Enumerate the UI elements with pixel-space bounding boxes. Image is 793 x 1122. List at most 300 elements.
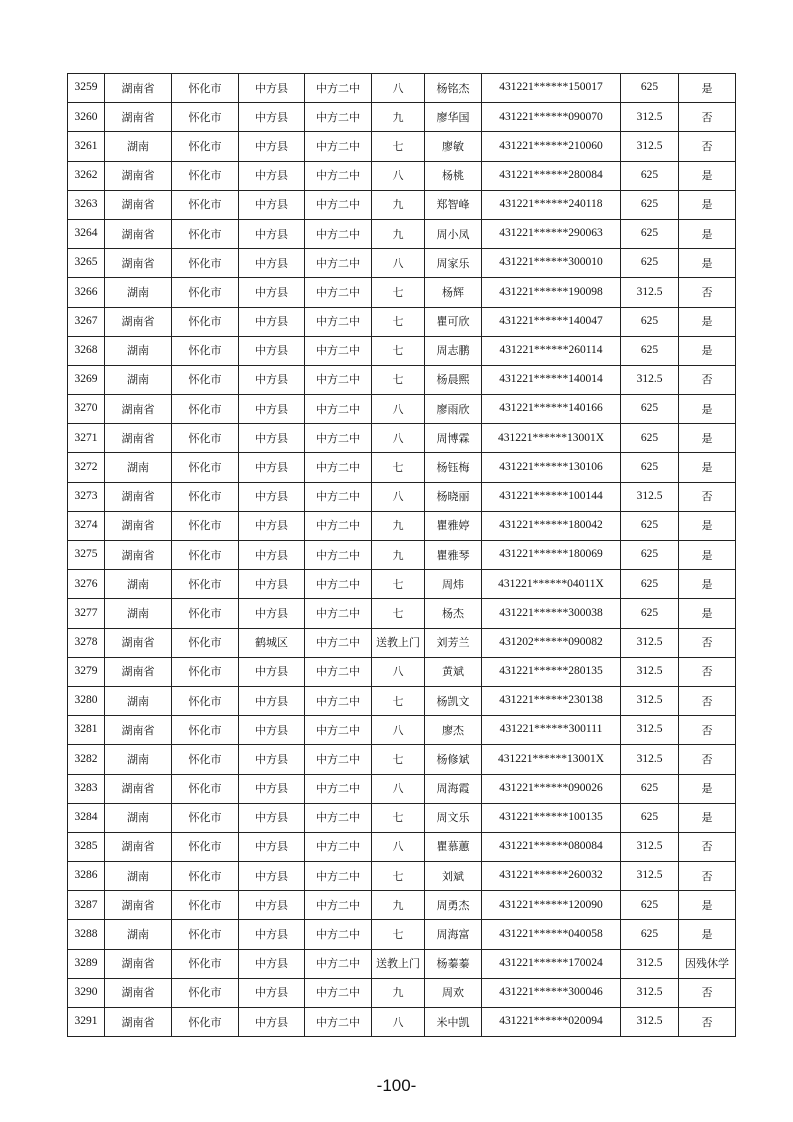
row-number-cell: 3287 <box>68 891 105 920</box>
row-number-cell: 3269 <box>68 365 105 394</box>
province-cell: 湖南省 <box>105 541 172 570</box>
table-row <box>68 453 736 482</box>
city-cell: 怀化市 <box>172 132 239 161</box>
status-cell: 是 <box>679 74 736 103</box>
id-number-cell: 431221******080084 <box>482 832 621 861</box>
row-number-cell: 3280 <box>68 686 105 715</box>
id-number-cell: 431221******300111 <box>482 716 621 745</box>
grade-cell: 送教上门 <box>372 628 425 657</box>
table-row <box>68 219 736 248</box>
city-cell: 怀化市 <box>172 949 239 978</box>
amount-cell: 312.5 <box>621 482 679 511</box>
name-cell: 黄斌 <box>425 657 482 686</box>
row-number-cell: 3261 <box>68 132 105 161</box>
province-cell: 湖南省 <box>105 482 172 511</box>
status-cell: 否 <box>679 657 736 686</box>
row-number-cell: 3263 <box>68 190 105 219</box>
grade-cell: 九 <box>372 978 425 1007</box>
city-cell: 怀化市 <box>172 249 239 278</box>
amount-cell: 312.5 <box>621 278 679 307</box>
school-cell: 中方二中 <box>305 249 372 278</box>
row-number-cell: 3275 <box>68 541 105 570</box>
school-cell: 中方二中 <box>305 132 372 161</box>
status-cell: 是 <box>679 307 736 336</box>
city-cell: 怀化市 <box>172 774 239 803</box>
amount-cell: 312.5 <box>621 716 679 745</box>
city-cell: 怀化市 <box>172 891 239 920</box>
school-cell: 中方二中 <box>305 74 372 103</box>
id-number-cell: 431221******240118 <box>482 190 621 219</box>
school-cell: 中方二中 <box>305 541 372 570</box>
id-number-cell: 431221******130106 <box>482 453 621 482</box>
city-cell: 怀化市 <box>172 862 239 891</box>
status-cell: 是 <box>679 891 736 920</box>
grade-cell: 八 <box>372 249 425 278</box>
id-number-cell: 431221******190098 <box>482 278 621 307</box>
province-cell: 湖南 <box>105 862 172 891</box>
amount-cell: 625 <box>621 803 679 832</box>
row-number-cell: 3271 <box>68 424 105 453</box>
id-number-cell: 431221******120090 <box>482 891 621 920</box>
school-cell: 中方二中 <box>305 190 372 219</box>
table-row <box>68 891 736 920</box>
province-cell: 湖南 <box>105 745 172 774</box>
grade-cell: 八 <box>372 832 425 861</box>
id-number-cell: 431221******300038 <box>482 599 621 628</box>
amount-cell: 312.5 <box>621 103 679 132</box>
status-cell: 否 <box>679 862 736 891</box>
grade-cell: 九 <box>372 891 425 920</box>
table-row <box>68 132 736 161</box>
amount-cell: 312.5 <box>621 1008 679 1037</box>
amount-cell: 312.5 <box>621 745 679 774</box>
row-number-cell: 3267 <box>68 307 105 336</box>
name-cell: 杨晨熙 <box>425 365 482 394</box>
status-cell: 是 <box>679 453 736 482</box>
province-cell: 湖南 <box>105 336 172 365</box>
name-cell: 周家乐 <box>425 249 482 278</box>
amount-cell: 625 <box>621 249 679 278</box>
row-number-cell: 3288 <box>68 920 105 949</box>
city-cell: 怀化市 <box>172 453 239 482</box>
province-cell: 湖南 <box>105 599 172 628</box>
school-cell: 中方二中 <box>305 774 372 803</box>
city-cell: 怀化市 <box>172 190 239 219</box>
id-number-cell: 431221******090070 <box>482 103 621 132</box>
province-cell: 湖南 <box>105 686 172 715</box>
amount-cell: 312.5 <box>621 628 679 657</box>
table-row <box>68 978 736 1007</box>
province-cell: 湖南省 <box>105 1008 172 1037</box>
county-cell: 中方县 <box>239 74 305 103</box>
name-cell: 杨蓁蓁 <box>425 949 482 978</box>
page-number: -100- <box>376 1076 417 1095</box>
name-cell: 杨修斌 <box>425 745 482 774</box>
name-cell: 杨钰梅 <box>425 453 482 482</box>
name-cell: 瞿慕蕙 <box>425 832 482 861</box>
grade-cell: 七 <box>372 132 425 161</box>
status-cell: 是 <box>679 920 736 949</box>
school-cell: 中方二中 <box>305 1008 372 1037</box>
row-number-cell: 3286 <box>68 862 105 891</box>
amount-cell: 625 <box>621 336 679 365</box>
county-cell: 中方县 <box>239 774 305 803</box>
table-row <box>68 832 736 861</box>
county-cell: 中方县 <box>239 891 305 920</box>
school-cell: 中方二中 <box>305 219 372 248</box>
name-cell: 周海富 <box>425 920 482 949</box>
school-cell: 中方二中 <box>305 511 372 540</box>
name-cell: 廖杰 <box>425 716 482 745</box>
row-number-cell: 3272 <box>68 453 105 482</box>
school-cell: 中方二中 <box>305 920 372 949</box>
grade-cell: 八 <box>372 482 425 511</box>
grade-cell: 七 <box>372 803 425 832</box>
grade-cell: 九 <box>372 219 425 248</box>
city-cell: 怀化市 <box>172 541 239 570</box>
id-number-cell: 431221******150017 <box>482 74 621 103</box>
city-cell: 怀化市 <box>172 307 239 336</box>
row-number-cell: 3281 <box>68 716 105 745</box>
table-row <box>68 657 736 686</box>
grade-cell: 七 <box>372 278 425 307</box>
status-cell: 否 <box>679 278 736 307</box>
county-cell: 中方县 <box>239 307 305 336</box>
grade-cell: 送教上门 <box>372 949 425 978</box>
county-cell: 中方县 <box>239 803 305 832</box>
county-cell: 中方县 <box>239 190 305 219</box>
name-cell: 米中凯 <box>425 1008 482 1037</box>
name-cell: 瞿雅婷 <box>425 511 482 540</box>
id-number-cell: 431221******140014 <box>482 365 621 394</box>
county-cell: 中方县 <box>239 570 305 599</box>
status-cell: 是 <box>679 803 736 832</box>
row-number-cell: 3282 <box>68 745 105 774</box>
city-cell: 怀化市 <box>172 103 239 132</box>
school-cell: 中方二中 <box>305 628 372 657</box>
table-row <box>68 599 736 628</box>
status-cell: 否 <box>679 365 736 394</box>
city-cell: 怀化市 <box>172 803 239 832</box>
table-row <box>68 365 736 394</box>
table-row <box>68 803 736 832</box>
county-cell: 中方县 <box>239 365 305 394</box>
id-number-cell: 431221******13001X <box>482 424 621 453</box>
city-cell: 怀化市 <box>172 161 239 190</box>
name-cell: 周文乐 <box>425 803 482 832</box>
county-cell: 中方县 <box>239 657 305 686</box>
school-cell: 中方二中 <box>305 307 372 336</box>
grade-cell: 八 <box>372 716 425 745</box>
school-cell: 中方二中 <box>305 949 372 978</box>
province-cell: 湖南省 <box>105 511 172 540</box>
county-cell: 中方县 <box>239 278 305 307</box>
name-cell: 廖华国 <box>425 103 482 132</box>
county-cell: 中方县 <box>239 862 305 891</box>
grade-cell: 七 <box>372 570 425 599</box>
row-number-cell: 3290 <box>68 978 105 1007</box>
amount-cell: 625 <box>621 453 679 482</box>
amount-cell: 625 <box>621 891 679 920</box>
city-cell: 怀化市 <box>172 424 239 453</box>
status-cell: 否 <box>679 1008 736 1037</box>
table-row <box>68 336 736 365</box>
table-row <box>68 949 736 978</box>
county-cell: 中方县 <box>239 978 305 1007</box>
province-cell: 湖南省 <box>105 307 172 336</box>
id-number-cell: 431202******090082 <box>482 628 621 657</box>
status-cell: 因残休学 <box>679 949 736 978</box>
city-cell: 怀化市 <box>172 482 239 511</box>
province-cell: 湖南省 <box>105 891 172 920</box>
city-cell: 怀化市 <box>172 219 239 248</box>
name-cell: 廖敏 <box>425 132 482 161</box>
school-cell: 中方二中 <box>305 978 372 1007</box>
grade-cell: 七 <box>372 453 425 482</box>
city-cell: 怀化市 <box>172 832 239 861</box>
city-cell: 怀化市 <box>172 628 239 657</box>
status-cell: 否 <box>679 628 736 657</box>
row-number-cell: 3270 <box>68 395 105 424</box>
name-cell: 周志鹏 <box>425 336 482 365</box>
county-cell: 中方县 <box>239 1008 305 1037</box>
row-number-cell: 3277 <box>68 599 105 628</box>
student-table <box>67 73 736 1037</box>
city-cell: 怀化市 <box>172 716 239 745</box>
province-cell: 湖南省 <box>105 249 172 278</box>
name-cell: 周博霖 <box>425 424 482 453</box>
grade-cell: 七 <box>372 307 425 336</box>
city-cell: 怀化市 <box>172 686 239 715</box>
table-row <box>68 103 736 132</box>
province-cell: 湖南 <box>105 570 172 599</box>
county-cell: 中方县 <box>239 132 305 161</box>
school-cell: 中方二中 <box>305 686 372 715</box>
school-cell: 中方二中 <box>305 424 372 453</box>
status-cell: 否 <box>679 978 736 1007</box>
name-cell: 周海霞 <box>425 774 482 803</box>
city-cell: 怀化市 <box>172 978 239 1007</box>
table-row <box>68 161 736 190</box>
school-cell: 中方二中 <box>305 862 372 891</box>
city-cell: 怀化市 <box>172 920 239 949</box>
id-number-cell: 431221******280084 <box>482 161 621 190</box>
province-cell: 湖南省 <box>105 949 172 978</box>
grade-cell: 七 <box>372 336 425 365</box>
id-number-cell: 431221******140047 <box>482 307 621 336</box>
name-cell: 周小凤 <box>425 219 482 248</box>
id-number-cell: 431221******260032 <box>482 862 621 891</box>
row-number-cell: 3285 <box>68 832 105 861</box>
status-cell: 是 <box>679 219 736 248</box>
school-cell: 中方二中 <box>305 395 372 424</box>
name-cell: 廖雨欣 <box>425 395 482 424</box>
county-cell: 中方县 <box>239 103 305 132</box>
status-cell: 是 <box>679 599 736 628</box>
row-number-cell: 3283 <box>68 774 105 803</box>
grade-cell: 八 <box>372 395 425 424</box>
county-cell: 中方县 <box>239 453 305 482</box>
grade-cell: 八 <box>372 424 425 453</box>
grade-cell: 九 <box>372 541 425 570</box>
province-cell: 湖南省 <box>105 832 172 861</box>
row-number-cell: 3265 <box>68 249 105 278</box>
school-cell: 中方二中 <box>305 891 372 920</box>
status-cell: 否 <box>679 716 736 745</box>
province-cell: 湖南省 <box>105 424 172 453</box>
school-cell: 中方二中 <box>305 365 372 394</box>
status-cell: 是 <box>679 570 736 599</box>
row-number-cell: 3278 <box>68 628 105 657</box>
id-number-cell: 431221******180069 <box>482 541 621 570</box>
table-row <box>68 249 736 278</box>
school-cell: 中方二中 <box>305 832 372 861</box>
grade-cell: 七 <box>372 862 425 891</box>
grade-cell: 七 <box>372 920 425 949</box>
row-number-cell: 3273 <box>68 482 105 511</box>
name-cell: 周炜 <box>425 570 482 599</box>
id-number-cell: 431221******140166 <box>482 395 621 424</box>
status-cell: 是 <box>679 336 736 365</box>
status-cell: 否 <box>679 482 736 511</box>
table-row <box>68 74 736 103</box>
county-cell: 中方县 <box>239 219 305 248</box>
table-row <box>68 745 736 774</box>
table-row <box>68 774 736 803</box>
status-cell: 否 <box>679 132 736 161</box>
name-cell: 杨杰 <box>425 599 482 628</box>
amount-cell: 625 <box>621 395 679 424</box>
province-cell: 湖南 <box>105 132 172 161</box>
status-cell: 是 <box>679 424 736 453</box>
county-cell: 中方县 <box>239 161 305 190</box>
county-cell: 中方县 <box>239 949 305 978</box>
county-cell: 中方县 <box>239 599 305 628</box>
grade-cell: 八 <box>372 774 425 803</box>
province-cell: 湖南省 <box>105 74 172 103</box>
name-cell: 刘斌 <box>425 862 482 891</box>
status-cell: 否 <box>679 686 736 715</box>
city-cell: 怀化市 <box>172 336 239 365</box>
row-number-cell: 3259 <box>68 74 105 103</box>
county-cell: 中方县 <box>239 832 305 861</box>
table-row <box>68 395 736 424</box>
row-number-cell: 3260 <box>68 103 105 132</box>
row-number-cell: 3289 <box>68 949 105 978</box>
row-number-cell: 3262 <box>68 161 105 190</box>
city-cell: 怀化市 <box>172 599 239 628</box>
status-cell: 否 <box>679 832 736 861</box>
city-cell: 怀化市 <box>172 365 239 394</box>
table-row <box>68 1008 736 1037</box>
county-cell: 中方县 <box>239 541 305 570</box>
amount-cell: 625 <box>621 541 679 570</box>
amount-cell: 312.5 <box>621 686 679 715</box>
name-cell: 周欢 <box>425 978 482 1007</box>
row-number-cell: 3291 <box>68 1008 105 1037</box>
grade-cell: 八 <box>372 1008 425 1037</box>
amount-cell: 312.5 <box>621 978 679 1007</box>
row-number-cell: 3266 <box>68 278 105 307</box>
amount-cell: 625 <box>621 511 679 540</box>
amount-cell: 312.5 <box>621 365 679 394</box>
grade-cell: 九 <box>372 190 425 219</box>
row-number-cell: 3264 <box>68 219 105 248</box>
city-cell: 怀化市 <box>172 395 239 424</box>
id-number-cell: 431221******230138 <box>482 686 621 715</box>
row-number-cell: 3284 <box>68 803 105 832</box>
amount-cell: 312.5 <box>621 832 679 861</box>
name-cell: 瞿雅琴 <box>425 541 482 570</box>
province-cell: 湖南省 <box>105 657 172 686</box>
name-cell: 杨铭杰 <box>425 74 482 103</box>
amount-cell: 625 <box>621 599 679 628</box>
id-number-cell: 431221******170024 <box>482 949 621 978</box>
province-cell: 湖南 <box>105 365 172 394</box>
grade-cell: 九 <box>372 511 425 540</box>
school-cell: 中方二中 <box>305 716 372 745</box>
row-number-cell: 3268 <box>68 336 105 365</box>
province-cell: 湖南省 <box>105 161 172 190</box>
table-row <box>68 686 736 715</box>
amount-cell: 312.5 <box>621 862 679 891</box>
amount-cell: 625 <box>621 219 679 248</box>
table-row <box>68 862 736 891</box>
county-cell: 中方县 <box>239 716 305 745</box>
amount-cell: 312.5 <box>621 949 679 978</box>
status-cell: 是 <box>679 161 736 190</box>
table-row <box>68 716 736 745</box>
county-cell: 中方县 <box>239 482 305 511</box>
name-cell: 周勇杰 <box>425 891 482 920</box>
status-cell: 否 <box>679 103 736 132</box>
amount-cell: 625 <box>621 190 679 219</box>
id-number-cell: 431221******100135 <box>482 803 621 832</box>
id-number-cell: 431221******13001X <box>482 745 621 774</box>
county-cell: 中方县 <box>239 424 305 453</box>
amount-cell: 312.5 <box>621 657 679 686</box>
name-cell: 杨桃 <box>425 161 482 190</box>
name-cell: 瞿可欣 <box>425 307 482 336</box>
table-row <box>68 307 736 336</box>
grade-cell: 七 <box>372 745 425 774</box>
province-cell: 湖南省 <box>105 395 172 424</box>
id-number-cell: 431221******100144 <box>482 482 621 511</box>
table-row <box>68 482 736 511</box>
table-row <box>68 628 736 657</box>
city-cell: 怀化市 <box>172 74 239 103</box>
school-cell: 中方二中 <box>305 570 372 599</box>
id-number-cell: 431221******04011X <box>482 570 621 599</box>
amount-cell: 625 <box>621 570 679 599</box>
school-cell: 中方二中 <box>305 745 372 774</box>
status-cell: 是 <box>679 541 736 570</box>
id-number-cell: 431221******210060 <box>482 132 621 161</box>
city-cell: 怀化市 <box>172 657 239 686</box>
table-row <box>68 511 736 540</box>
id-number-cell: 431221******290063 <box>482 219 621 248</box>
city-cell: 怀化市 <box>172 1008 239 1037</box>
province-cell: 湖南省 <box>105 190 172 219</box>
province-cell: 湖南省 <box>105 103 172 132</box>
school-cell: 中方二中 <box>305 278 372 307</box>
status-cell: 是 <box>679 511 736 540</box>
table-body <box>68 74 736 1037</box>
school-cell: 中方二中 <box>305 657 372 686</box>
province-cell: 湖南省 <box>105 978 172 1007</box>
status-cell: 是 <box>679 249 736 278</box>
province-cell: 湖南 <box>105 803 172 832</box>
